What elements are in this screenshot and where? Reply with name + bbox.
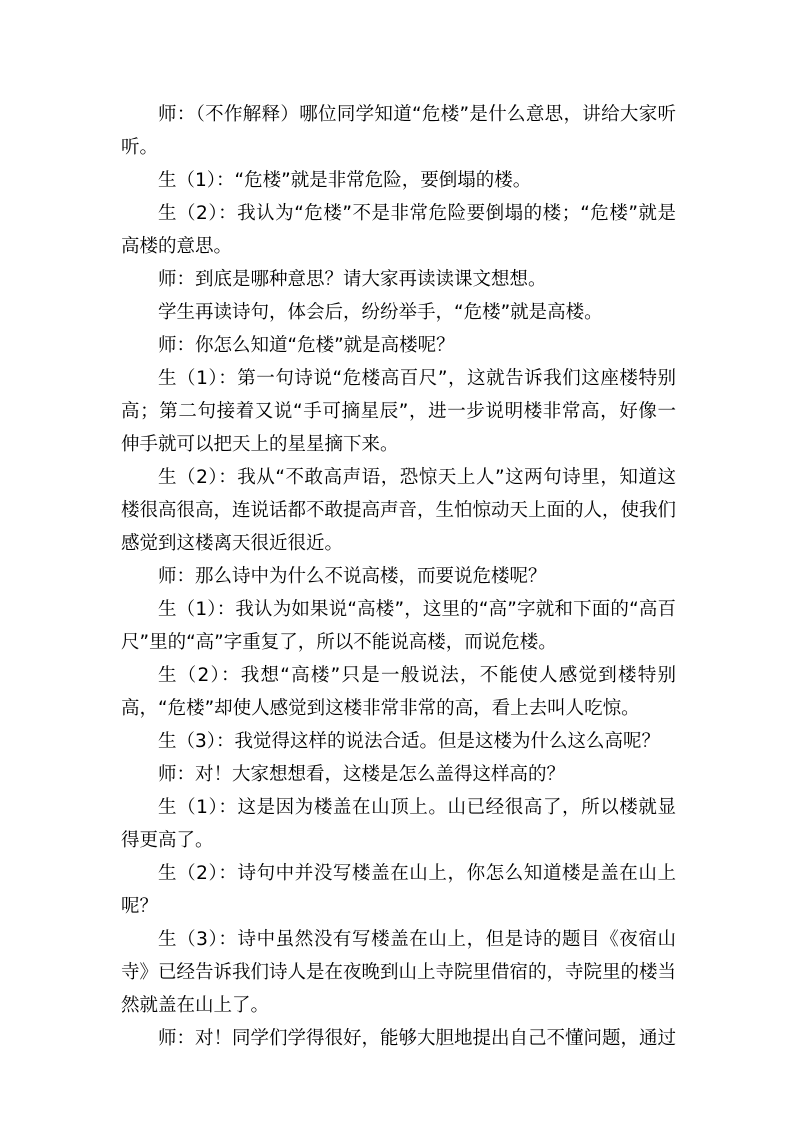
paragraph: 生（2）：我想“高楼”只是一般说法，不能使人感觉到楼特别高，“危楼”却使人感觉到这楼非常非常的高，看上去叫人吃惊。 [121, 665, 676, 719]
paragraph: 生（2）：我从“不敢高声语，恐惊天上人”这两句诗里，知道这楼很高很高，连说话都不敢提高声音，生怕惊动天上面的人，使我们感觉到这楼离天很近很近。 [121, 467, 677, 554]
paragraph: 生（1）：这是因为楼盖在山顶上。山已经很高了，所以楼就显得更高了。 [121, 797, 676, 851]
paragraph: 师：对！大家想想看，这楼是怎么盖得这样高的？ [158, 764, 566, 785]
paragraph: 师：到底是哪种意思？请大家再读读课文想想。 [158, 269, 547, 290]
document-body [121, 98, 676, 1055]
paragraph: 生（2）：我认为“危楼”不是非常危险要倒塌的楼；“危楼”就是高楼的意思。 [121, 203, 676, 257]
paragraph: 师：你怎么知道“危楼”就是高楼呢？ [158, 335, 455, 356]
paragraph: 生（3）：诗中虽然没有写楼盖在山上，但是诗的题目《夜宿山寺》已经告诉我们诗人是在夜晚到山上寺院里借宿的，寺院里的楼当然就盖在山上了。 [121, 929, 677, 1016]
paragraph: 生（2）：诗句中并没写楼盖在山上，你怎么知道楼是盖在山上呢？ [121, 863, 676, 917]
paragraph: 师：那么诗中为什么不说高楼，而要说危楼呢？ [158, 566, 547, 587]
paragraph: 生（1）：第一句诗说“危楼高百尺”，这就告诉我们这座楼特别高；第二句接着又说“手可摘星辰”，进一步说明楼非常高，好像一伸手就可以把天上的星星摘下来。 [121, 368, 676, 455]
paragraph: 生（1）：“危楼”就是非常危险，要倒塌的楼。 [158, 170, 532, 191]
paragraph: 生（3）：我觉得这样的说法合适。但是这楼为什么这么高呢？ [158, 731, 661, 752]
paragraph: 师：（不作解释）哪位同学知道“危楼”是什么意思，讲给大家听听。 [121, 104, 676, 158]
paragraph: 生（1）：我认为如果说“高楼”，这里的“高”字就和下面的“高百尺”里的“高”字重复了，所以不能说高楼，而说危楼。 [121, 599, 676, 653]
paragraph: 学生再读诗句，体会后，纷纷举手，“危楼”就是高楼。 [158, 302, 603, 323]
paragraph: 师：对！同学们学得很好，能够大胆地提出自己不懂问题，通过 [158, 1028, 677, 1049]
